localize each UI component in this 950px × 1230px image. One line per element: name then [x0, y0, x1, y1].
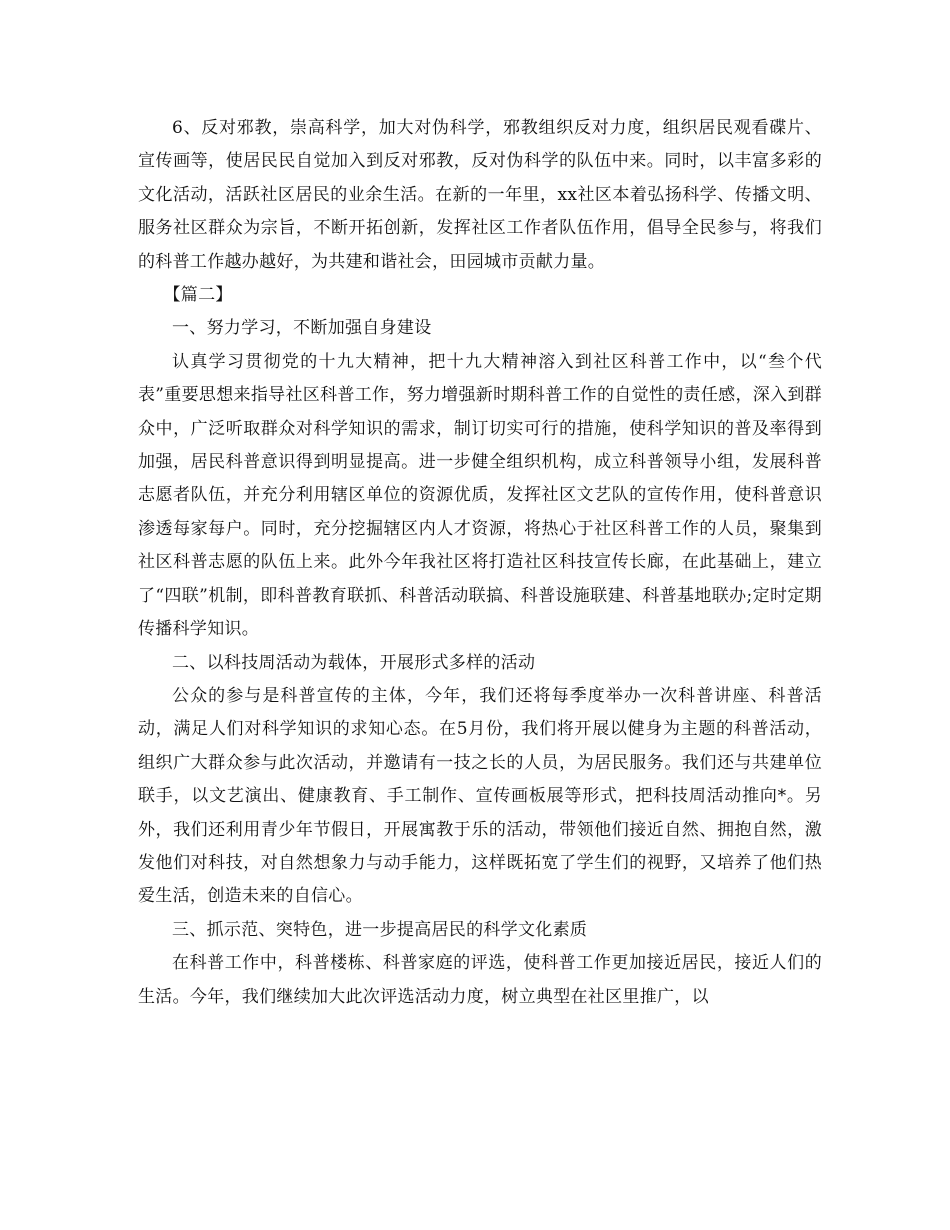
paragraph-activities: 公众的参与是科普宣传的主体，今年，我们还将每季度举办一次科普讲座、科普活动，满足人们对科学知识的求知心态。在5月份，我们将开展以健身为主题的科普活动，组织广大群众参与此次活动，并邀请有一技之长的人员，为居民服务。我们还与共建单位联手，以文艺演出、健康教育、手工制作、宣传画板展等形式，把科技周活动推向*。另外，我们还利用青少年节假日，开展寓教于乐的活动，带领他们接近自然、拥抱自然，激发他们对科技，对自然想象力与动手能力，这样既拓宽了学生们的视野，又培养了他们热爱生活，创造未来的自信心。 [138, 685, 822, 907]
paragraph-demonstration: 在科普工作中，科普楼栋、科普家庭的评选，使科普工作更加接近居民，接近人们的生活。今年，我们继续加大此次评选活动力度，树立典型在社区里推广，以 [138, 953, 822, 1007]
document-body [138, 112, 822, 1014]
section-marker-part-two: 【篇二】 [163, 285, 233, 306]
section-heading-1: 一、努力学习，不断加强自身建设 [172, 318, 432, 339]
paragraph-study: 认真学习贯彻党的十九大精神，把十九大精神溶入到社区科普工作中，以“叁个代表”重要思想来指导社区科普工作，努力增强新时期科普工作的自觉性的责任感，深入到群众中，广泛听取群众对科学知识的需求，制订切实可行的措施，使科学知识的普及率得到加强，居民科普意识得到明显提高。进一步健全组织机构，成立科普领导小组，发展科普志愿者队伍，并充分利用辖区单位的资源优质，发挥社区文艺队的宣传作用，使科普意识渗透每家每户。同时，充分挖掘辖区内人才资源，将热心于社区科普工作的人员，聚集到社区科普志愿的队伍上来。此外今年我社区将打造社区科技宣传长廊，在此基础上，建立了“四联”机制，即科普教育联抓、科普活动联搞、科普设施联建、科普基地联办;定时定期传播科学知识。 [138, 351, 822, 640]
paragraph-item-6-anti-cult: 6、反对邪教，崇高科学，加大对伪科学，邪教组织反对力度，组织居民观看碟片、宣传画等，使居民民自觉加入到反对邪教，反对伪科学的队伍中来。同时，以丰富多彩的文化活动，活跃社区居民的业余生活。在新的一年里，xx社区本着弘扬科学、传播文明、服务社区群众为宗旨，不断开拓创新，发挥社区工作者队伍作用，倡导全民参与，将我们的科普工作越办越好，为共建和谐社会，田园城市贡献力量。 [138, 118, 822, 272]
section-heading-2: 二、以科技周活动为载体，开展形式多样的活动 [172, 652, 536, 673]
section-heading-3: 三、抓示范、突特色，进一步提高居民的科学文化素质 [172, 919, 588, 940]
